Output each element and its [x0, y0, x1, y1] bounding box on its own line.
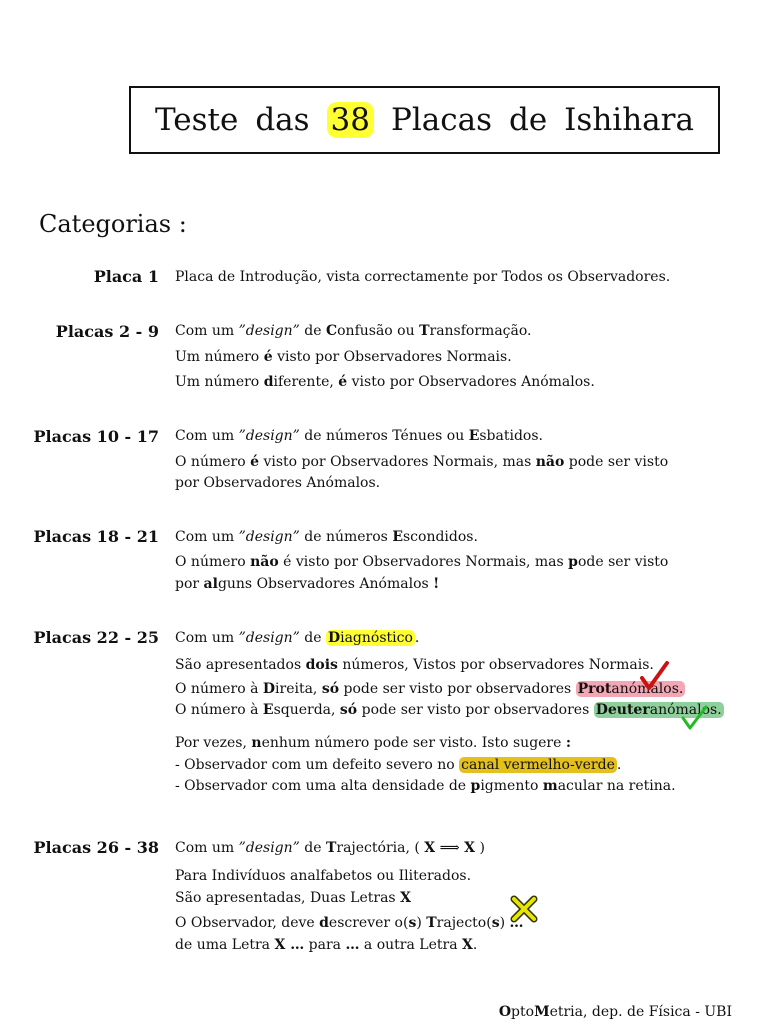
s6-line-5: de uma Letra X … para … a outra Letra X.	[175, 937, 478, 953]
s3-line-3: por Observadores Anómalos.	[175, 475, 381, 491]
protanomalos-highlight: Protanómalos.	[577, 681, 684, 697]
s3-line-2: O número é visto por Observadores Normais, mas não pode ser visto	[175, 454, 669, 470]
s4-line-1: Com um ”design” de números Escondidos.	[175, 529, 478, 545]
title-word-placas: Placas	[390, 102, 492, 138]
canal-vermelho-verde-highlight: canal vermelho-verde	[461, 757, 615, 773]
title-word-de: de	[508, 102, 548, 138]
s5-line-6: - Observador com um defeito severo no canal vermelho-verde .	[175, 757, 622, 773]
title-word-ishihara: Ishihara	[564, 102, 694, 138]
s2-line-1: Com um ”design” de Confusão ou Transformação.	[175, 323, 532, 339]
deuteranomalos-highlight: Deuteranómalos.	[595, 702, 722, 718]
label-placas-18-21: Placas 18 - 21	[33, 527, 159, 546]
title-word-teste: Teste	[155, 102, 239, 138]
label-placas-2-9: Placas 2 - 9	[55, 322, 159, 341]
categorias-heading: Categorias :	[39, 210, 187, 238]
title-number-38: 38	[327, 102, 374, 138]
s5-line-1: Com um ”design” de Diagnóstico .	[175, 630, 420, 646]
s4-line-2: O número não é visto por Observadores Normais, mas pode ser visto	[175, 554, 669, 570]
label-placa-1: Placa 1	[93, 267, 159, 286]
s5-line-7: - Observador com uma alta densidade de pigmento macular na retina.	[175, 778, 676, 794]
diagnostico-highlight: Diagnóstico	[327, 630, 413, 646]
green-checkmark-icon	[680, 703, 710, 733]
s5-line-5: Por vezes, nenhum número pode ser visto. Isto sugere :	[175, 735, 572, 751]
s6-line-3: São apresentadas, Duas Letras X	[175, 890, 411, 906]
title-box	[129, 86, 720, 154]
s6-line-2: Para Indivíduos analfabetos ou Iliterados.	[175, 868, 472, 884]
s6-line-4: O Observador, deve descrever o(s) Trajecto(s) …	[175, 915, 524, 931]
s5-line-3: O número à Direita, só pode ser visto por observadores Protanómalos.	[175, 681, 684, 697]
s5-line-2: São apresentados dois números, Vistos por observadores Normais.	[175, 657, 654, 673]
red-checkmark-icon	[640, 660, 670, 692]
s3-line-1: Com um ”design” de números Ténues ou Esbatidos.	[175, 428, 543, 444]
title-word-das: das	[255, 102, 310, 138]
s6-line-1: Com um ”design” de Trajectória, ( X ⟹ X )	[175, 840, 485, 856]
label-placas-22-25: Placas 22 - 25	[33, 628, 159, 647]
label-placas-26-38: Placas 26 - 38	[33, 838, 159, 857]
footer-credit: OptoMetria, dep. de Física - UBI	[498, 1004, 732, 1020]
s5-line-4: O número à Esquerda, só pode ser visto por observadores Deuteranómalos.	[175, 702, 722, 718]
yellow-cross-icon	[510, 895, 538, 923]
label-placas-10-17: Placas 10 - 17	[33, 427, 159, 446]
s2-line-3: Um número diferente, é visto por Observadores Anómalos.	[175, 374, 595, 390]
s2-line-2: Um número é visto por Observadores Normais.	[175, 349, 512, 365]
s4-line-3: por alguns Observadores Anómalos !	[175, 576, 440, 592]
s1-line-1: Placa de Introdução, vista correctamente por Todos os Observadores.	[175, 269, 671, 285]
